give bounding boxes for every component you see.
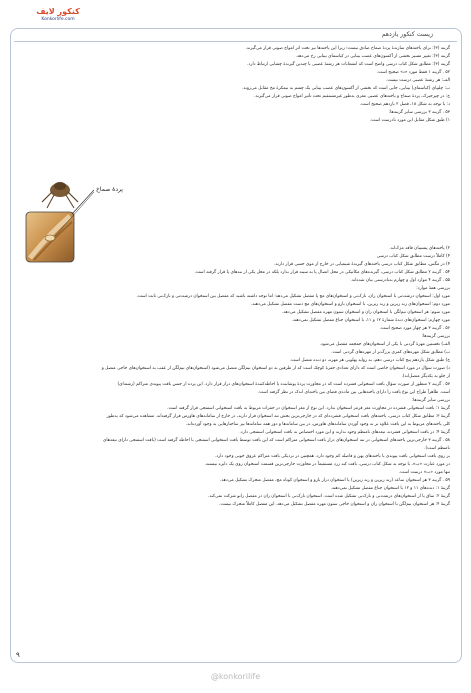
- text-line: د) صورت سؤال در مورد استخوان خاصی است که دارای تعدادی حفرهٔ کوچک است که از طرفین به دو استخوان نیم‌لگن متصل می‌شود (استخوان‌های نیم‌لگن از عقب به استخوان‌های خاجی متصل و: [101, 366, 450, 371]
- text-line: بررسی همهٔ موارد:: [416, 286, 450, 291]
- figure-label: پردهٔ صماخ: [96, 186, 123, 193]
- text-line: گزینهٔ ۱: دنده‌های ۱۱ و ۱۲ با استخوان جناغ مفصل تشکیل نمی‌دهند.: [330, 486, 450, 491]
- text-line: ب: چلیپای (کیاسمای) بینایی، جایی است که بخشی از آکسون‌های عصب بینایی یک چشم به نیمکرهٔ مخ مقابل می‌روند.: [242, 86, 450, 91]
- text-line: ۵۷ . گزینه ۲ منظور از صورت سؤال بافت استخوانی فشرده است که در مجاورت پردهٔ پوشاننده یا احاطه‌کنندهٔ استخوان‌های دراز قرار دارد. این پرده از جنس بافت پیوندی متراکم (رشته‌ای): [117, 382, 450, 387]
- cricket-leg-illustration: [20, 178, 105, 266]
- text-line: گزینهٔ ۴: هر استخوان نیم‌لگن با استخوان ران و استخوان خاجی ستون مهره مفصل تشکیل می‌دهد. این مفصل کاملاً متحرک نیست.: [219, 502, 450, 507]
- page-number: ۹: [16, 651, 20, 659]
- watermark: @konkorilife: [210, 672, 261, 681]
- text-line: [22, 125, 450, 133]
- text-line: [22, 157, 450, 165]
- text-line: ۴) کاملاً درست مطابق شکل کتاب درسی: [376, 254, 450, 259]
- text-line: [22, 133, 450, 141]
- text-line: ۵۹ . گزینه ۳ هر استخوان ساعد (زند زیرین و زند زبرین) با استخوان دراز بازو و استخوان کوتاه مچ، مفصل متحرک تشکیل می‌دهد.: [220, 478, 450, 483]
- text-line: الف: هر رشتهٔ عصبی درست نیست.: [385, 78, 450, 83]
- text-line: ۵۴ . گزینه ۲ مطابق شکل کتاب درسی، گیرنده‌های مکانیکی در محل اتصال پا به سینه قرار ندارد بلکه در محل یکی از بندهای پا قرار گرفته است.: [194, 270, 450, 275]
- logo-sub: Konkorlife.com: [41, 17, 75, 22]
- text-line: ۵۵ . گزینه ۴ موارد اول و چهارم به‌نادرستی بیان شده‌اند.: [350, 278, 450, 283]
- text-line: ج: در چیرجیرک، پردهٔ صماخ و یاخته‌های عصبی مغزی به‌طور غیرمستقیم تحت تأثیر امواج صوتی قرار می‌گیرند.: [254, 94, 450, 99]
- text-line: [22, 165, 450, 173]
- text-line: ۱) طبق شکل مقابل این مورد نادرست است.: [369, 118, 450, 123]
- header-title: زیست کنکور یازدهم: [381, 31, 433, 38]
- text-line: گزینهٔ ۲: ساق پا از استخوان‌های درشت‌نی و نازک‌نی تشکیل شده است. استخوان نازک‌نی با استخوان ران در مفصل زانو شرکت نمی‌کند.: [208, 494, 450, 499]
- text-line: گزینهٔ ۳: مطابق شکل کتاب درسی، یاخته‌های بافت استخوانی فشرده‌ای که در خارجی‌ترین بخش تنه استخوان قرار دارند، در خارج از سامانه‌های هاورس قرار گرفته‌اند. مشاهده می‌شود که به‌طور: [106, 414, 450, 419]
- text-line: بررسی گزینه‌ها:: [421, 334, 450, 339]
- text-line: مورد سوم: هر استخوان نیم‌لگن با استخوان ران و استخوان ستون مهره مفصل تشکیل می‌دهد.: [281, 310, 450, 315]
- text-line: ۵۸ . گزینه ۳ خارجی‌ترین یاخته‌های استخوانی در تنه استخوان‌های دراز بافت استخوانی متراکم است که این بافت توسط بافت استخوانی اسفنجی با احاطه گرفته است (بافت اسفنجی دارای تیغه‌های: [103, 438, 450, 443]
- text-line: مورد چهارم: استخوان‌های دندهٔ شمارهٔ ۱۲ و ۱۱، با استخوان جناغ مفصل تشکیل نمی‌دهند.: [291, 318, 450, 323]
- text-line: کلی یاخته‌های مربوط به این بافت علاوه بر به وجود آوردن سامانه‌های هاورس، در بین سامانه‌ها و دور همه سامانه‌ها نیز ساختارهایی به وجود آورده‌اند.: [185, 422, 450, 427]
- text-line: ۵۶ . گزینه ۳ هر چهار مورد صحیح است.: [379, 326, 450, 331]
- tympanum-figure: [20, 178, 105, 266]
- text-line: گزینه (۳): تغییر مسیر بخشی از آکسون‌های عصب بینایی در کیاسمای بینایی رخ می‌دهد.: [295, 54, 450, 59]
- text-line: بررسی سایر گزینه‌ها:: [411, 398, 450, 403]
- text-line: ۲) یاخته‌های پشتیبان فاقد مژک‌اند.: [389, 246, 450, 251]
- text-line: گزینهٔ ۴: در بافت استخوانی فشرده، تیغه‌های نامنظم وجود ندارند و این مورد اختصاص به بافت استخوانی اسفنجی دارد.: [239, 430, 450, 435]
- text-line: [22, 149, 450, 157]
- text-line: گزینهٔ ۱: بافت استخوانی فشرده در مجاورت مغز قرمز استخوان ندارد. این نوع از مغز استخوان در حفرات مربوط به بافت استخوانی اسفنجی قرار گرفته است.: [167, 406, 450, 411]
- text-line: از جلو به یکدیگر متصل‌اند).: [401, 374, 450, 379]
- text-line: است. ظاهراً طراح این نوع بافت را دارای یاخته‌هایی بین ماده‌ی فضای بین یاخته‌ای اندک در نظر گرفته است.: [257, 390, 450, 395]
- text-line: تنها مورد «ب» درست است.: [398, 470, 450, 475]
- text-line: بر روی بافت استخوانی بافت پیوندی با یاخته‌های پهن و فاصله کم وجود دارد. همچنین در نزدیکی بافت متراکم عروق خونی وجود دارد.: [214, 454, 450, 459]
- text-line: گزینه (۳): برای یاخته‌های سازندهٔ پردهٔ صماخ صادق نیست؛ زیرا این یاخته‌ها نیز تحت اثر امواج صوتی قرار می‌گیرند.: [245, 46, 450, 51]
- text-line: نامنظم است).: [424, 446, 450, 451]
- text-line: مورد دوم: استخوان‌های زند زیرین و زند زبرین، با استخوان بازو و استخوان‌های مچ دست مفصل تشکیل می‌دهند.: [250, 302, 450, 307]
- text-line: ۵۲ . گزینه ۱ فقط مورد «د» صحیح است.: [376, 70, 450, 75]
- text-line: ج) طبق شکل یازدهم پنج کتاب درسی دهم، به زواید پهلویی هر مهره، دو دنده متصل است.: [289, 358, 450, 363]
- answer-text: [22, 45, 450, 509]
- text-line: ۵۳ . گزینه ۳ بررسی سایر گزینه‌ها:: [388, 110, 450, 115]
- logo-main: کنکور لایف: [36, 7, 80, 16]
- text-line: مورد اول: استخوان درشت‌نی با استخوان ران، نازک‌نی و استخوان‌های مچ پا مفصل تشکیل می‌دهد؛ اما توجه داشته باشید که مفصل بین استخوان درشت‌نی و نازک‌نی ثابت است.: [136, 294, 450, 299]
- text-line: ب) مطابق شکل مهره‌های کمری بزرگ‌تر از مهره‌های گردنی است.: [331, 350, 450, 355]
- text-line: الف) نخستین مهرهٔ گردنی با یکی از استخوان‌های جمجمه مفصل می‌شود.: [319, 342, 450, 347]
- logo: [14, 7, 102, 27]
- header-divider: [14, 41, 457, 42]
- text-line: ۴) در مگس، مطابق شکل کتاب درسی یاخته‌های گیرندهٔ شیمیایی در خارج از موی حسی قرار دارند.: [274, 262, 450, 267]
- text-line: در مورد عبارت «ب»، با توجه به شکل کتاب درسی، بافت کبد زرد مستقیماً در مجاورت خارجی‌ترین قسمت استخوان روی یک دایره نیستند.: [204, 462, 450, 467]
- text-line: گزینه (۳): مطابق شکل کتاب درسی واضح است که انشعابات هر رشتهٔ عصبی با چندین گیرندهٔ چشایی ارتباط دارد.: [247, 62, 450, 67]
- text-line: د: با توجه به شکل ۱۸، فصل ۲ یازدهم صحیح است.: [359, 102, 450, 107]
- text-line: [22, 141, 450, 149]
